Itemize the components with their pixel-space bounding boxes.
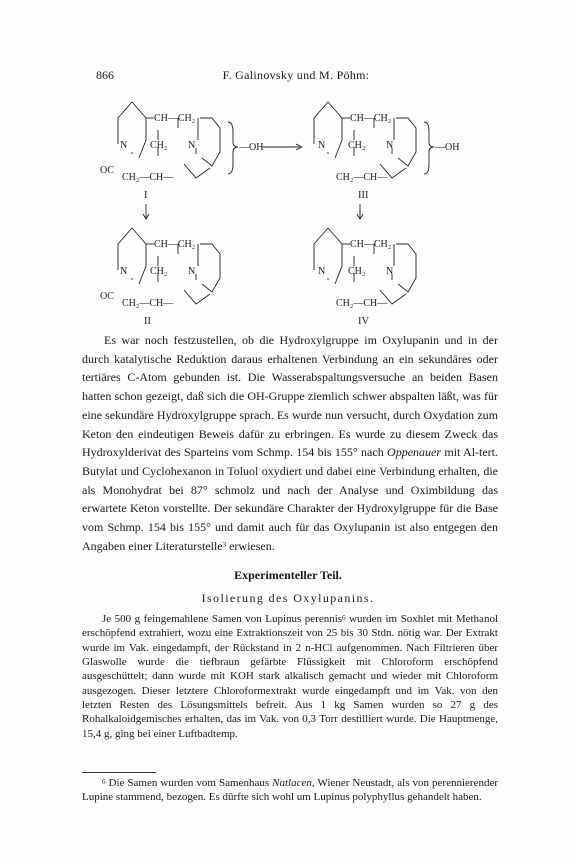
footnote-ref: 6 xyxy=(342,614,346,622)
atom-ch-ch2: CH—CH₂ xyxy=(154,113,196,124)
structure-IV xyxy=(314,228,416,327)
subsection-heading: Isolierung des Oxylupanins. xyxy=(201,591,375,605)
atom-ch2-ch: CH₂—CH— xyxy=(122,298,174,309)
atom-n: N xyxy=(120,266,128,277)
experimental-paragraph: Je 500 g feingemahlene Samen von Lupinus perennis$^6$ wurden im Soxhlet mit Methanol erschöpfend extrahiert, wozu eine Extraktionszeit von 25 bis 30 Stdn. nötig war. Der Extrakt wurde im Vak. eingedampft, der Rückstand in 2 n-HCl aufgenommen. Nach Filtrieren über Glaswolle wurde die tiefbraun gefärbte Flüssigkeit mit Chloroform erschöpfend ausgeschüttelt; dann wurde mit KOH stark alkalisch gemacht und wieder mit Chloroform ausgezogen. Dieser letztere Chloroformextrakt wurde eingedampft und im Vak. von den letzten Resten des Lösungsmittels befreit. Aus 1 kg Samen wurden so 27 g des Rohalkaloidgemisches erhalten, das im Vak. von 0,3 Torr destilliert wurde. Die Hauptmenge, 15,4 g, ging bei einer Luftbadtemp. xyxy=(82,613,498,740)
page-number: 866 xyxy=(96,68,114,82)
atom-ch2: CH₂ xyxy=(348,140,366,151)
atom-ch2-ch: CH₂—CH— xyxy=(336,298,388,309)
atom-ch-ch2: CH—CH₂ xyxy=(350,113,392,124)
body-paragraph: Es war noch festzustellen, ob die Hydroxylgruppe im Oxylupanin und in der durch katalytische Reduktion daraus erhaltenen Verbindung an ein sekundäres oder tertiäres C-Atom gebunden ist. Die Wasserabspaltungsversuche an beiden Basen hatten schon gezeigt, daß sich die OH-Gruppe ziemlich schwer abspalten läßt, was für eine sekundäre Hydroxylgruppe sprach. Es wurde nun versucht, durch Oxydation zum Keton den eindeutigen Beweis dafür zu erbringen. Es wurde zu diesem Zweck das Hydroxylderivat des Sparteins vom Schmp. 154 bis 155° nach Oppenauer mit Al-tert. Butylat und Cyclohexanon in Toluol oxydiert und dabei eine Verbindung erhalten, die als Monohydrat bei 87° schmolz und nach der Analyse und Oximbildung das erwartete Keton vorstellte. Der sekundäre Charakter der Hydroxylgruppe für die Base vom Schmp. 154 bis 155° und damit auch für das Oxylupanin ist also entgegen den Angaben einer Literaturstelle$^3$ erwiesen. xyxy=(82,333,499,553)
footnote-marker: 6 xyxy=(102,778,106,786)
footnote: $^6$ Die Samen wurden vom Samenhaus Natlacen, Wiener Neustadt, als von perennierender Lupine stammend, bezogen. Es dürfte sich wohl um Lupinus polyphyllus gehandelt haben. xyxy=(82,777,498,804)
footnote-ref: 3 xyxy=(222,540,227,549)
atom-ch-ch2: CH—CH₂ xyxy=(154,239,196,250)
atom-ch2: CH₂ xyxy=(150,266,168,277)
atom-ch-ch2: CH—CH₂ xyxy=(350,239,392,250)
atom-n: N xyxy=(318,140,326,151)
structure-III xyxy=(314,102,459,201)
footnote-rule xyxy=(82,772,156,773)
atom-n: N xyxy=(188,140,196,151)
running-title: F. Galinovsky und M. Pöhm: xyxy=(222,68,370,82)
structure-label: I xyxy=(144,190,148,201)
reaction-arrow-down-left xyxy=(143,204,149,219)
supplier-name: Natlacen xyxy=(272,777,312,789)
atom-ch2: CH₂ xyxy=(348,266,366,277)
author-name: Oppenauer xyxy=(387,445,442,460)
atom-ch2-ch: CH₂—CH— xyxy=(336,172,388,183)
reaction-arrow-right xyxy=(262,144,302,150)
structure-II xyxy=(100,228,220,327)
structure-label: III xyxy=(358,190,369,201)
structure-label: IV xyxy=(358,316,370,327)
atom-oh: —OH xyxy=(239,142,264,153)
reaction-scheme xyxy=(0,0,576,330)
atom-ch2-ch: CH₂—CH— xyxy=(122,172,174,183)
structure-label: II xyxy=(144,316,151,327)
atom-n: N xyxy=(188,266,196,277)
atom-oh: —OH xyxy=(435,142,460,153)
atom-oc: OC xyxy=(100,291,114,302)
atom-n: N xyxy=(386,140,394,151)
section-heading: Experimenteller Teil. xyxy=(234,568,342,582)
atom-ch2: CH₂ xyxy=(150,140,168,151)
reaction-arrow-down-right xyxy=(357,204,363,219)
atom-n: N xyxy=(386,266,394,277)
structure-I xyxy=(100,102,263,201)
atom-n: N xyxy=(318,266,326,277)
atom-oc: OC xyxy=(100,165,114,176)
atom-n: N xyxy=(120,140,128,151)
